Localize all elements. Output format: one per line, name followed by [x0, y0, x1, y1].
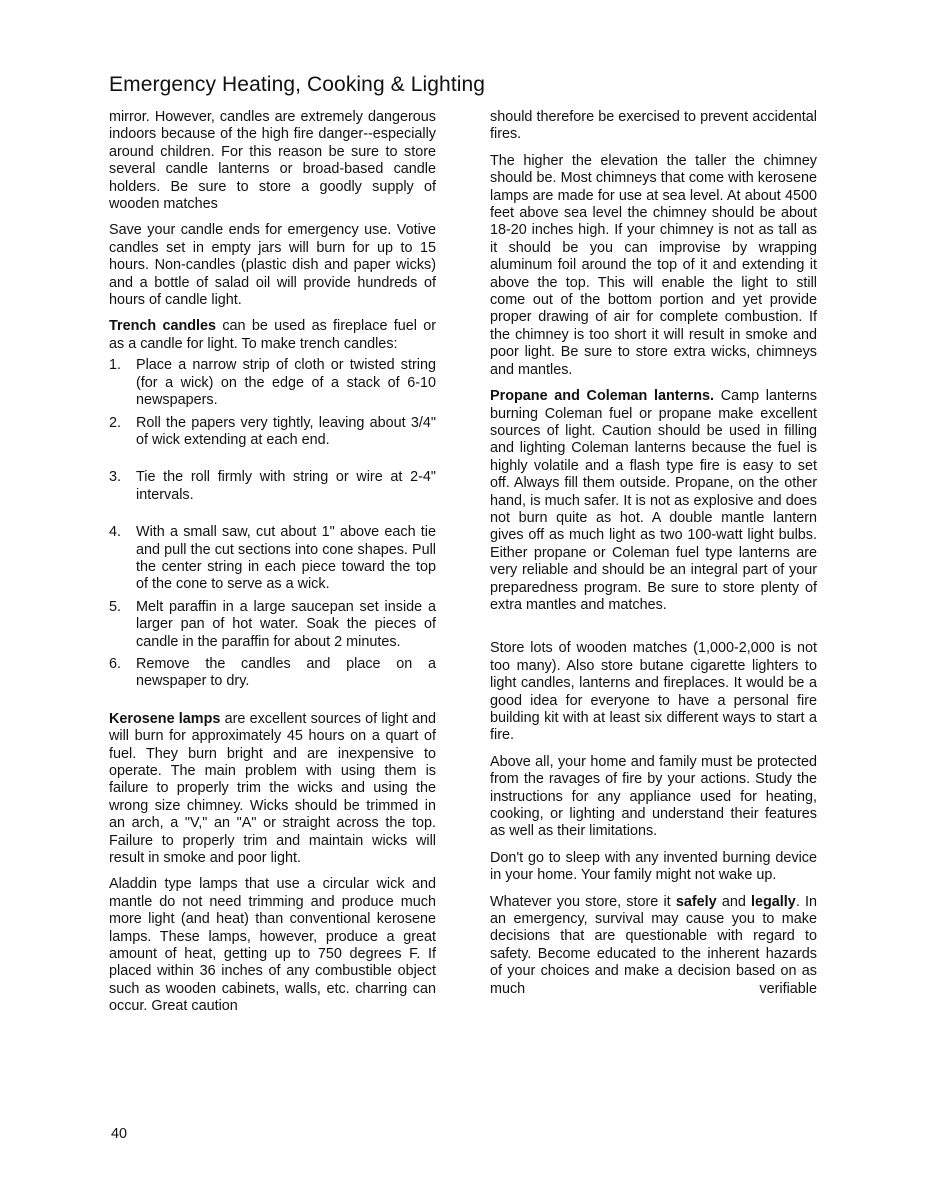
- list-number: 6.: [109, 655, 122, 672]
- list-item: [109, 469, 436, 504]
- trench-candle-steps: [109, 357, 436, 691]
- list-item: [109, 656, 436, 691]
- list-text: Place a narrow strip of cloth or twisted string (for a wick) on the edge of a stack of 6-10 newspapers.: [136, 357, 436, 409]
- list-text: Tie the roll firmly with string or wire at 2-4" intervals.: [136, 469, 436, 503]
- paragraph-do-not-sleep: Don't go to sleep with any invented burning device in your home. Your family might not wake up.: [490, 849, 817, 884]
- paragraph-candles-danger: mirror. However, candles are extremely dangerous indoors because of the high fire danger--especially around children. For this reason be sure to store several candle lanterns or broad-based candle holders. Be sure to store a goodly supply of wooden matches: [109, 109, 436, 213]
- paragraph-propane-coleman: [490, 388, 817, 614]
- list-number: 3.: [109, 469, 122, 486]
- list-number: 4.: [109, 524, 122, 541]
- list-text: Remove the candles and place on a newspaper to dry.: [136, 655, 436, 690]
- list-item: [109, 415, 436, 450]
- list-text: Melt paraffin in a large saucepan set inside a larger pan of hot water. Soak the pieces of candle in the paraffin for about 2 minutes.: [136, 598, 436, 650]
- list-number: 5.: [109, 598, 122, 615]
- trench-candles-text: can be used as fireplace fuel or as a candle for light. To make trench candles:: [109, 318, 436, 352]
- page-number: 40: [111, 1126, 128, 1142]
- heading-kerosene-lamps: Kerosene lamps: [109, 710, 221, 727]
- paragraph-chimney-elevation: The higher the elevation the taller the chimney should be. Most chimneys that come with kerosene lamps are made for use at sea level. At about 4500 feet above sea level the chimney should be about 18-20 inches high. If your chimney is not as tall as it should be you can improvise by wrapping aluminum foil around the top of it and extending it above the top. This will enable the light to still come out of the bottom portion and yet provide proper drawing of air for complete combustion. If the chimney is too short it will result in smoke and poor light. Be sure to store extra wicks, chimneys and mantles.: [490, 152, 817, 378]
- heading-propane-coleman: Propane and Coleman lanterns.: [490, 388, 714, 405]
- final-text-3: . In an emergency, survival may cause you to make decisions that are questionable with regard to safety. Become educated to the inherent hazards of your choices and make a decision based on as much verifiable: [490, 893, 817, 997]
- list-item: [109, 357, 436, 409]
- list-number: 2.: [109, 414, 122, 431]
- bold-legally: legally: [751, 893, 796, 910]
- paragraph-trench-candles: [109, 318, 436, 353]
- list-text: Roll the papers very tightly, leaving about 3/4" of wick extending at each end.: [136, 414, 436, 448]
- final-text-2: and: [716, 893, 752, 910]
- bold-safely: safely: [675, 893, 717, 910]
- list-item: [109, 524, 436, 594]
- list-text: With a small saw, cut about 1" above each tie and pull the cut sections into cone shapes. Pull the center string in each piece toward the top of the cone to serve as a wick.: [136, 524, 436, 593]
- paragraph-caution-continued: should therefore be exercised to prevent accidental fires.: [490, 109, 817, 143]
- paragraph-candle-ends: Save your candle ends for emergency use. Votive candles set in empty jars will burn for up to 15 hours. Non-candles (plastic dish and paper wicks) and a bottle of salad oil will provide hundreds of hours of candle light.: [109, 222, 436, 309]
- paragraph-above-all: Above all, your home and family must be protected from the ravages of fire by your actions. Study the instructions for any appliance used for heating, cooking, or lighting and understand their features as well as their limitations.: [490, 753, 817, 840]
- paragraph-safely-legally: [490, 894, 817, 998]
- right-column: [490, 109, 817, 1007]
- paragraph-wooden-matches: Store lots of wooden matches (1,000-2,000 is not too many). Also store butane cigarette lighters to light candles, lanterns and fireplaces. It would be a good idea for everyone to have a personal fire building kit with at least six different ways to start a fire.: [490, 640, 817, 744]
- heading-trench-candles: Trench candles: [109, 318, 217, 335]
- kerosene-lamps-text: are excellent sources of light and will burn for approximately 45 hours on a quart of fuel. They burn bright and are inexpensive to operate. The main problem with using them is failure to properly trim the wicks and using the wrong size chimney. Wicks should be trimmed in an arch, a "V," an "A" or straight across the top. Failure to properly trim and maintain wicks will result in smoke and poor light.: [109, 710, 436, 867]
- paragraph-aladdin-lamps: Aladdin type lamps that use a circular wick and mantle do not need trimming and produce much more light (and heat) than conventional kerosene lamps. These lamps, however, produce a great amount of heat, getting up to 750 degrees F. If placed within 36 inches of any combustible object such as wooden cabinets, walls, etc. charring can occur. Great caution: [109, 876, 436, 1015]
- list-number: 1.: [109, 357, 122, 374]
- paragraph-kerosene-lamps: [109, 711, 436, 868]
- propane-coleman-text: Camp lanterns burning Coleman fuel or propane make excellent sources of light. Caution should be used in filling and lighting Coleman lanterns because the fuel is highly volatile and a flash type fire is easy to set off. Always fill them outside. Propane, on the other hand, is much safer. It is not as explosive and does not burn quite as hot. A double mantle lantern gives off as much light as two 100-watt light bulbs. Either propane or Coleman fuel type lanterns are very reliable and should be an integral part of your preparedness program. Be sure to store plenty of extra mantles and matches.: [490, 388, 817, 613]
- final-text-1: Whatever you store, store it: [490, 893, 676, 910]
- page-title: Emergency Heating, Cooking & Lighting: [109, 73, 486, 96]
- left-column: [109, 109, 436, 1025]
- list-item: [109, 599, 436, 651]
